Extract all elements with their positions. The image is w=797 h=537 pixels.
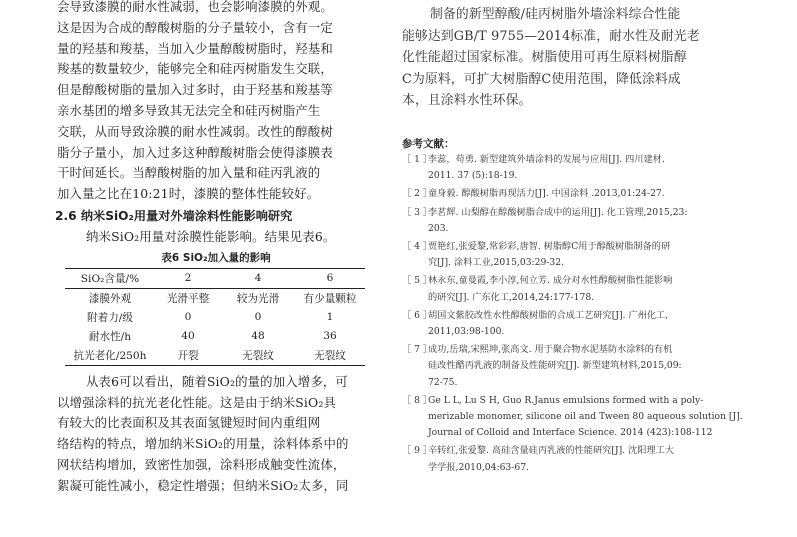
table-cell: 光滑平整 — [166, 292, 210, 305]
table-cell: 抗光老化/250h — [73, 349, 147, 362]
reference-text: 林永东,童曼霞,李小淳,何立芳. 成分对水性醇酸树脂性能影响 — [428, 275, 673, 287]
table-cell: 无裂纹 — [314, 349, 346, 362]
table-header-cell: 2 — [184, 272, 192, 285]
paragraph-alkyd-discussion — [57, 0, 375, 205]
reference-text: 童身毅. 醇酸树脂再现活力[J]. 中国涂料 .2013,01:24-27. — [428, 188, 665, 200]
text-line: 会导致漆膜的耐水性减弱，也会影响漆膜的外观。 — [57, 0, 333, 14]
right-column — [402, 0, 743, 537]
text-line: 羧基的数量较少，能够完全和硅丙树脂发生交联， — [57, 61, 333, 77]
table-cell: 36 — [323, 330, 337, 343]
text-line: 化性能超过国家标准。树脂使用可再生原料树脂醇 — [402, 50, 687, 65]
table-header-row — [65, 268, 365, 288]
reference-text: 2011,03:98-100. — [428, 326, 505, 338]
table-cell: 1 — [326, 311, 334, 324]
paragraph-conclusion — [402, 4, 738, 112]
reference-text: 72-75. — [428, 376, 458, 388]
table-row — [65, 327, 365, 346]
table-cell: 48 — [251, 330, 265, 343]
paragraph-sio2-discussion — [57, 372, 375, 497]
table-row — [65, 346, 365, 366]
text-line: 干时间延长。当醇酸树脂的加入量和硅丙乳液的 — [57, 165, 321, 181]
table-cell: 开裂 — [177, 349, 199, 362]
text-line: 亲水基团的增多导致其无法完全和硅丙树脂产生 — [57, 102, 321, 118]
reference-text: 2011. 37 (5):18-19. — [428, 170, 518, 182]
table-header-cell: 4 — [254, 272, 262, 285]
text-line: 这是因为合成的醇酸树脂的分子量较小，含有一定 — [57, 19, 333, 35]
reference-text: merizable monomer, silicone oil and Tween 80 aqueous solution [J]. — [428, 411, 743, 423]
reference-number: ［ 3 ］ — [402, 206, 433, 218]
reference-text: 贾艳红,张爱黎,常彩彩,唐智. 树脂醇C用于醇酸树脂制备的研 — [428, 241, 671, 253]
reference-text: 李蕊，苟勇. 新型建筑外墙涂料的发展与应用[J]. 四川建材. — [428, 154, 665, 165]
table-cell: 无裂纹 — [242, 349, 274, 362]
reference-text: Journal of Colloid and Interface Science. 2014 (423):108-112 — [428, 427, 713, 439]
reference-item — [402, 186, 738, 202]
reference-number: ［ 6 ］ — [402, 309, 433, 321]
reference-number: ［ 2 ］ — [402, 188, 433, 200]
text-line: 从表6可以看出，随着SiO₂的量的加入增多，可 — [86, 373, 348, 389]
sio2-table — [65, 268, 365, 366]
text-line: 加入量之比在10:21时，漆膜的整体性能较好。 — [57, 186, 320, 202]
reference-item — [402, 308, 738, 340]
reference-item — [402, 443, 738, 475]
text-line: C为原料，可扩大树脂醇C使用范围，降低涂料成 — [402, 71, 681, 87]
table-cell: 耐水性/h — [88, 330, 132, 343]
reference-text: 胡国文紫胶改性水性醇酸树脂的合成工艺研究[J]. 广州化工, — [428, 309, 669, 321]
text-line: 但是醇酸树脂的量加入过多时，由于羟基和羧基等 — [57, 82, 333, 98]
reference-text: 学学报,2010,04:63-67. — [428, 461, 529, 473]
table-row — [65, 288, 365, 308]
text-line: 以增强涂料的抗光老化性能。这是由于纳米SiO₂具 — [57, 394, 336, 410]
reference-item — [402, 393, 743, 442]
text-line: 絮凝可能性减小，稳定性增强；但纳米SiO₂太多，同 — [57, 477, 349, 493]
reference-text: 李茗辉. 山梨醇在醇酸树脂合成中的运用[J]. 化工管理,2015,23: — [428, 206, 688, 218]
table-caption: 表6 SiO₂加入量的影响 — [161, 251, 271, 264]
reference-text: 硅改性醋丙乳液的制备及性能研究[J]. 新型建筑材料,2015,09: — [428, 360, 682, 372]
reference-item — [402, 273, 738, 305]
table-cell: 较为光滑 — [236, 292, 280, 305]
text-line: 络结构的特点，增加纳米SiO₂的用量，涂料体系中的 — [57, 436, 349, 452]
text-line: 制备的新型醇酸/硅丙树脂外墙涂料综合性能 — [430, 7, 681, 22]
text-line: 本，且涂料水性环保。 — [402, 93, 532, 108]
text-line: 网状结构增加，致密性加强，涂料形成触变性流体， — [57, 456, 346, 472]
reference-number: ［ 4 ］ — [402, 241, 433, 253]
table-cell: 漆膜外观 — [88, 292, 132, 305]
references-title: 参考文献： — [402, 138, 455, 150]
reference-number: ［ 9 ］ — [402, 445, 433, 457]
reference-number: ［ 5 ］ — [402, 275, 433, 287]
table-cell: 有少量颗粒 — [303, 292, 357, 305]
table-cell: 0 — [184, 311, 192, 324]
paragraph-sio2-intro: 纳米SiO₂用量对涂膜性能影响。结果见表6。 — [86, 228, 336, 244]
text-line: 脂分子量小，加入过多这种醇酸树脂会使得漆膜表 — [57, 144, 333, 160]
table-cell: 附着力/级 — [87, 311, 133, 324]
section-heading: 2.6 纳米SiO₂用量对外墙涂料性能影响研究 — [55, 208, 293, 223]
reference-number: ［ 8 ］ — [402, 394, 433, 406]
references-list — [402, 152, 743, 478]
text-line: 能够达到GB/T 9755—2014标准，耐水性及耐光老 — [402, 28, 700, 44]
reference-item — [402, 239, 738, 271]
reference-text: 的研究[J]. 广东化工,2014,24:177-178. — [428, 291, 595, 303]
reference-text: 203. — [428, 222, 449, 234]
reference-text: 究[J]. 涂料工业,2015,03:29-32. — [428, 257, 565, 269]
left-column — [57, 0, 375, 497]
reference-text: Ge L L, Lu S H, Guo R.Janus emulsions formed with a poly- — [428, 394, 704, 406]
reference-number: ［ 7 ］ — [402, 344, 433, 356]
reference-text: 辛转红,张爱黎. 高硅含量硅丙乳液的性能研究[J]. 沈阳理工大 — [428, 445, 674, 457]
text-line: 量的羟基和羧基，当加入少量醇酸树脂时，羟基和 — [57, 40, 333, 56]
reference-text: 成功,岳瑞,宋熙坤,张高文. 用于聚合物水泥基防水涂料的有机 — [428, 344, 673, 356]
reference-item — [402, 205, 738, 237]
table-header-cell: SiO₂含量/% — [80, 272, 140, 285]
table-header-cell: 6 — [326, 272, 334, 285]
reference-number: ［ 1 ］ — [402, 154, 433, 165]
text-line: 有较大的比表面积及其表面氢键短时间内重组网 — [57, 415, 321, 431]
table-row — [65, 308, 365, 327]
text-line: 交联，从而导致涂膜的耐水性减弱。改性的醇酸树 — [57, 123, 333, 139]
table-cell: 40 — [181, 330, 195, 343]
reference-item — [402, 152, 738, 184]
reference-item — [402, 342, 738, 391]
table-cell: 0 — [254, 311, 262, 324]
